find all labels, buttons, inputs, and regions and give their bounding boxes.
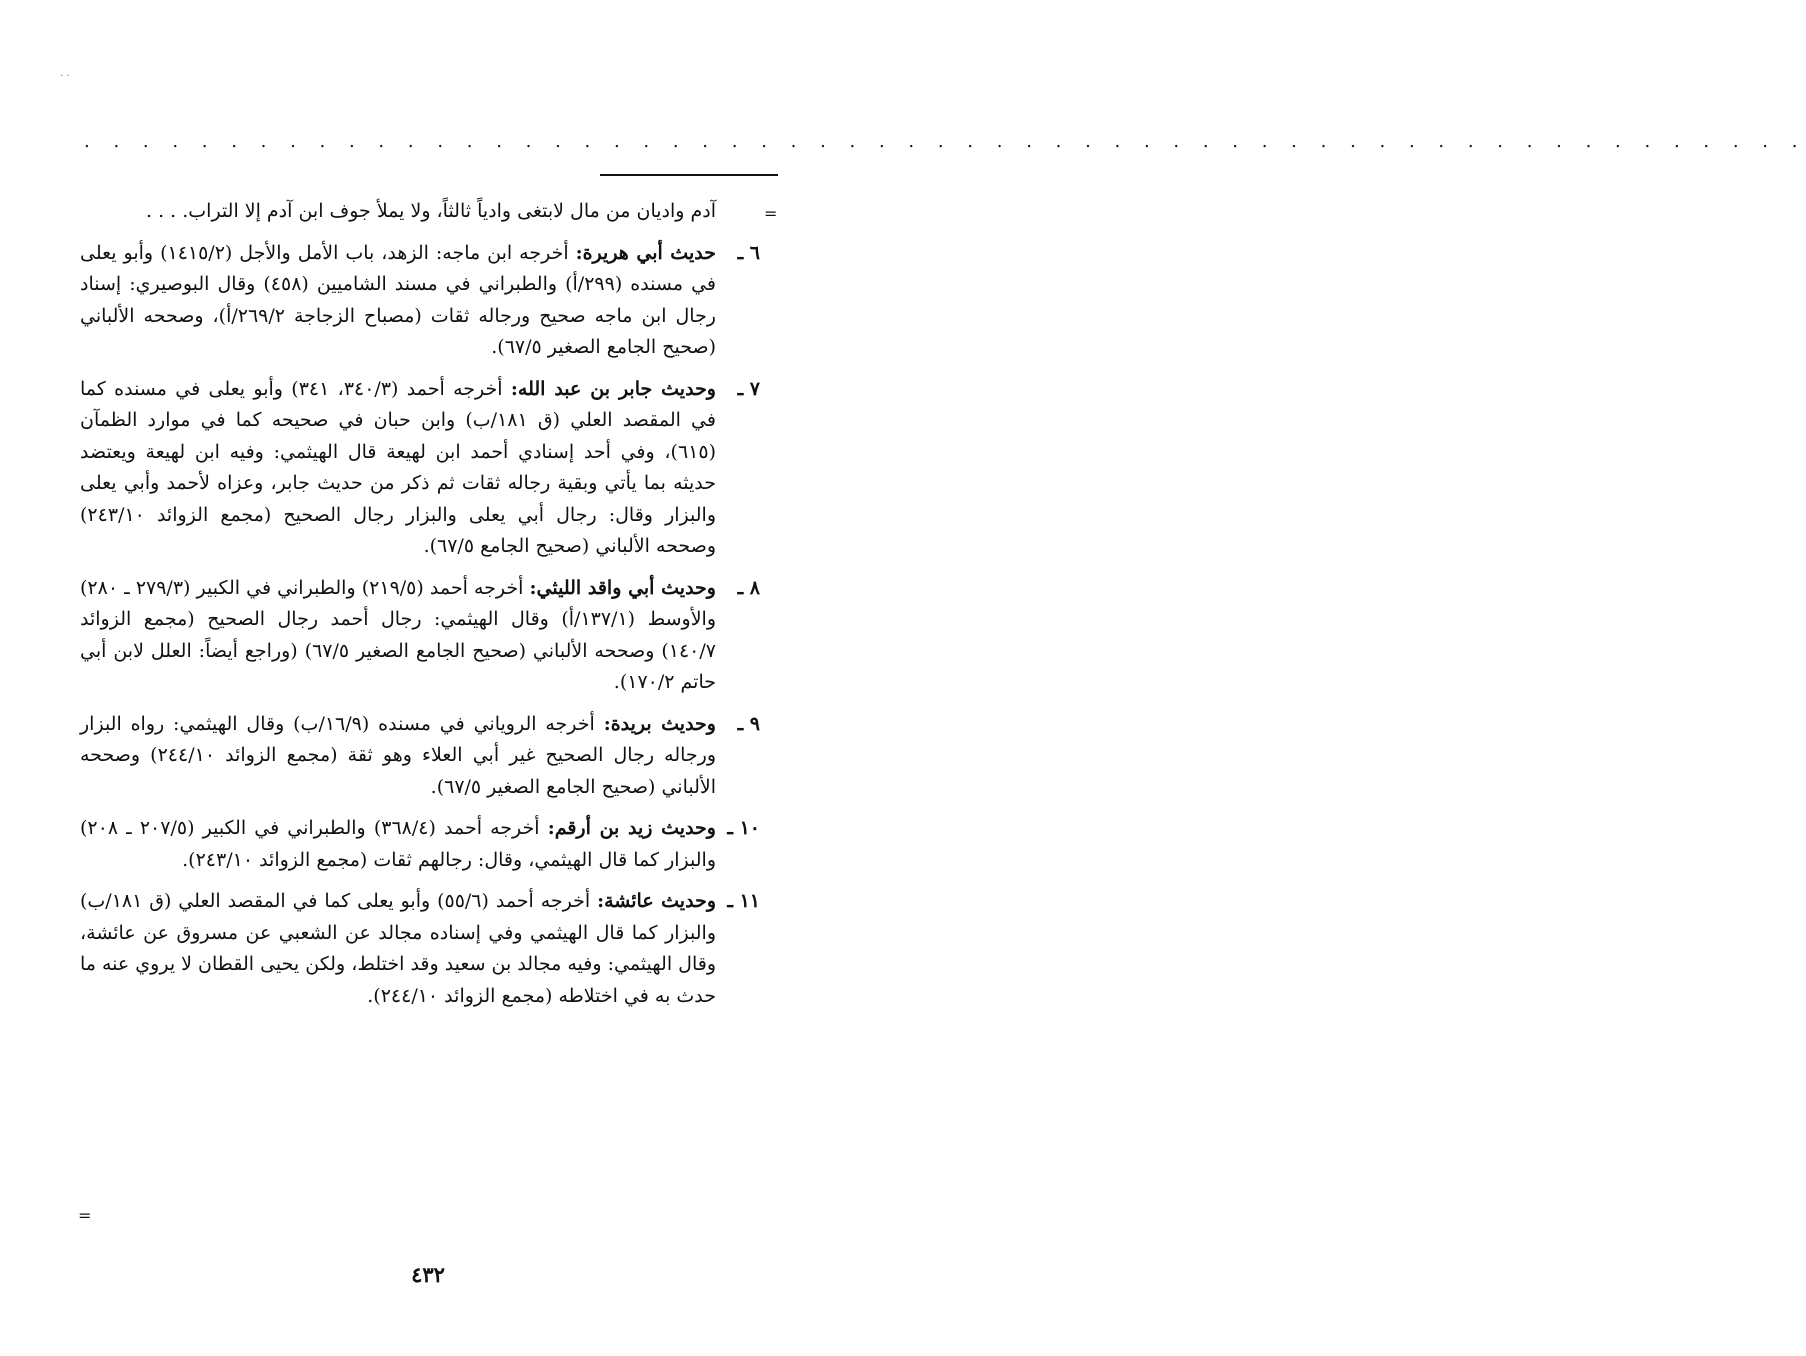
footnote-body <box>80 238 716 364</box>
footnote-body <box>80 196 716 228</box>
footnote-text: أخرجه أحمد (٢١٩/٥) والطبراني في الكبير (٢٧٩/٣ ـ ٢٨٠) والأوسط (١٣٧/١/أ) وقال الهيثمي: رجال أحمد رجال الصحيح (مجمع الزوائد ١٤٠/٧) وصححه الألباني (صحيح الجامع الصغير ٦٧/٥) (وراجع أيضاً: العلل لابن أبي حاتم ١٧٠/٢). <box>80 576 716 693</box>
continuation-marker-top: = <box>764 204 778 223</box>
footnote-body <box>80 573 716 699</box>
footnote-body <box>80 709 716 804</box>
footnote-number-text: ١٠ ـ <box>727 817 760 839</box>
footnote-heading: حديث أبي هريرة: <box>575 241 716 264</box>
footnote-number <box>716 813 760 876</box>
footnote-text: أخرجه الروياني في مسنده (١٦/٩/ب) وقال الهيثمي: رواه البزار ورجاله رجال الصحيح غير أبي العلاء وهو ثقة (مجمع الزوائد ٢٤٤/١٠) وصححه الألباني (صحيح الجامع الصغير ٦٧/٥). <box>80 712 717 798</box>
footnote-continued <box>80 196 760 228</box>
continuation-marker-bottom: = <box>78 1206 92 1225</box>
footnote-7 <box>80 374 760 563</box>
footnote-body <box>80 813 716 876</box>
header-dotted-separator: . . . . . . . . . . . . . . . . . . . . . . . . . . . . . . . . . . . . . . . . . . . . . . . . . . . . . . . . . . . <box>84 131 1806 152</box>
footnote-number-text: ٨ ـ <box>737 576 760 599</box>
footnote-number <box>716 709 760 804</box>
footnote-10 <box>80 813 760 876</box>
footnote-text: أخرجه أحمد (٣٤٠/٣، ٣٤١) وأبو يعلى في مسنده كما في المقصد العلي (ق ١٨١/ب) وابن حبان في صحيحه كما في موارد الظمآن (٦١٥)، وفي أحد إسنادي أحمد ابن لهيعة قال الهيثمي: وفيه ابن لهيعة ويعتضد حديثه بما يأتي وبقية رجاله ثقات ثم ذكر من حديث جابر، وعزاه لأحمد وأبي يعلى والبزار وقال: رجال أبي يعلى والبزار رجال الصحيح (مجمع الزوائد ٢٤٣/١٠) وصححه الألباني (صحيح الجامع ٦٧/٥). <box>80 377 716 557</box>
footnote-9 <box>80 709 760 804</box>
footnote-number <box>716 374 760 563</box>
footnote-text: آدم واديان من مال لابتغى وادياً ثالثاً، ولا يملأ جوف ابن آدم إلا التراب. . . . <box>146 200 716 222</box>
footnote-body <box>80 886 716 1012</box>
footnote-number <box>716 886 760 1012</box>
page-number: ٤٣٢ <box>411 1262 445 1287</box>
footnote-6 <box>80 238 760 364</box>
footnote-heading: وحديث أبي واقد الليثي: <box>529 576 716 599</box>
footnote-rule <box>600 174 778 176</box>
footnote-heading: وحديث بريدة: <box>603 712 716 735</box>
footnote-text: أخرجه أحمد (٣٦٨/٤) والطبراني في الكبير (٢٠٧/٥ ـ ٢٠٨) والبزار كما قال الهيثمي، وقال: رجالهم ثقات (مجمع الزوائد ٢٤٣/١٠). <box>80 817 716 871</box>
footnote-number-text: ١١ ـ <box>727 890 760 912</box>
footnote-heading: وحديث زيد بن أرقم: <box>547 817 716 839</box>
footnote-number-text: ٦ ـ <box>737 241 760 264</box>
footnote-number-text: ٩ ـ <box>737 712 760 735</box>
footnote-number <box>716 196 760 228</box>
footnote-number <box>716 238 760 364</box>
scan-specks: . . <box>60 68 70 79</box>
footnotes <box>80 196 760 1022</box>
footnote-text: أخرجه أحمد (٥٥/٦) وأبو يعلى كما في المقصد العلي (ق ١٨١/ب) والبزار كما قال الهيثمي وفي إسناده مجالد عن الشعبي عن مسروق عن عائشة، وقال الهيثمي: وفيه مجالد بن سعيد وقد اختلط، ولكن يحيى القطان لا يروي عنه ما حدث به في اختلاطه (مجمع الزوائد ٢٤٤/١٠). <box>79 890 716 1007</box>
footnote-heading: وحديث جابر بن عبد الله: <box>510 377 716 400</box>
footnote-8 <box>80 573 760 699</box>
footnote-heading: وحديث عائشة: <box>597 890 716 912</box>
footnote-body <box>80 374 716 563</box>
footnote-11 <box>80 886 760 1012</box>
footnote-number <box>716 573 760 699</box>
footnote-number-text: ٧ ـ <box>737 377 760 400</box>
footnote-text: أخرجه ابن ماجه: الزهد، باب الأمل والأجل (١٤١٥/٢) وأبو يعلى في مسنده (٢٩٩/أ) والطبراني في مسند الشاميين (٤٥٨) وقال البوصيري: إسناد رجال ابن ماجه صحيح ورجاله ثقات (مصباح الزجاجة ٢٦٩/٢/أ)، وصححه الألباني (صحيح الجامع الصغير ٦٧/٥). <box>80 241 716 358</box>
